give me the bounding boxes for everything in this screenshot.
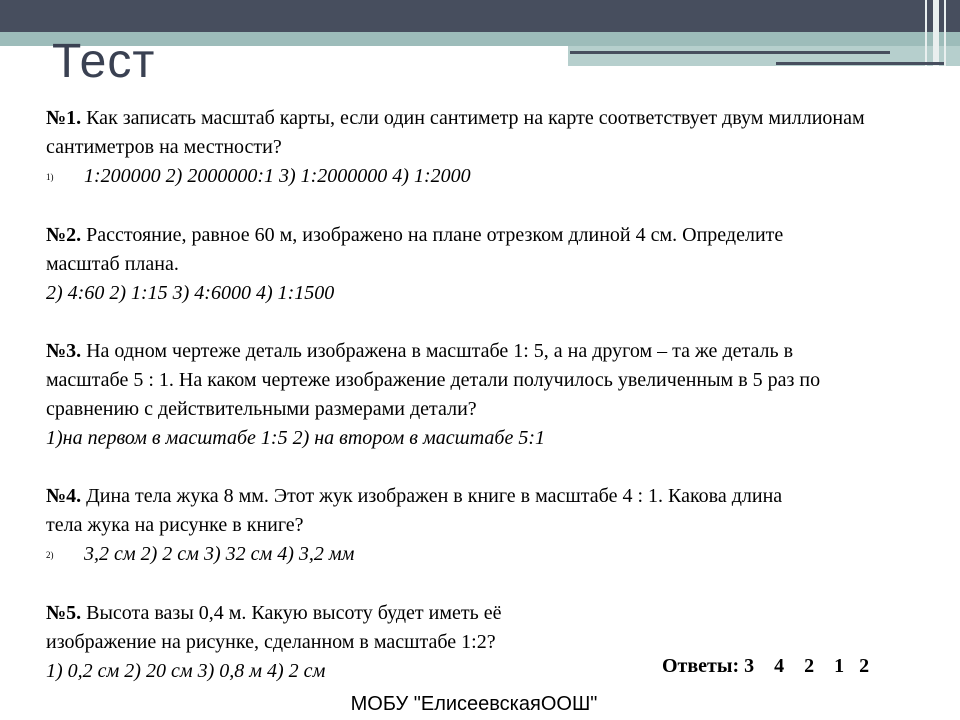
question-4 [46,482,806,570]
question-options [46,162,866,192]
list-marker: 2) [46,549,54,560]
question-number: №2. [46,223,82,246]
question-text: Высота вазы 0,4 м. Какую высоту будет иметь её изображение на рисунке, сделанном в масштабе 1:2? [46,601,502,653]
question-options: 2) 4:60 2) 1:15 3) 4:6000 4) 1:1500 [46,281,335,304]
header-divider-line [570,51,890,54]
answers-line: Ответы: 3 4 2 1 2 [662,655,870,677]
questions-list [46,104,866,715]
options-text: 3,2 см 2) 2 см 3) 32 см 4) 3,2 мм [84,542,355,565]
question-5 [46,599,606,686]
footer-school-name [0,690,960,718]
list-marker: 1) [46,171,54,182]
question-text: Как записать масштаб карты, если один сантиметр на карте соответствует двум миллионам сантиметров на местности? [46,107,865,158]
question-options: 1) 0,2 см 2) 20 см 3) 0,8 м 4) 2 см [46,659,326,682]
options-text: 1:200000 2) 2000000:1 3) 1:2000000 4) 1:2000 [84,165,471,187]
header-divider-line [776,62,944,65]
question-2 [46,221,836,308]
question-text: На одном чертеже деталь изображена в масштабе 1: 5, а на другом – та же деталь в масштабе 5 : 1. На каком чертеже изображение детали получилось увеличенным в 5 раз по сравнению с действительными размерами детали? [46,339,821,420]
question-options [46,540,806,570]
question-text: Расстояние, равное 60 м, изображено на плане отрезком длиной 4 см. Определите масштаб плана. [46,223,784,275]
question-number: №3. [46,339,82,362]
header-dark-bar [0,0,960,32]
header-stripe [933,0,939,66]
question-options: 1)на первом в масштабе 1:5 2) на втором в масштабе 5:1 [46,426,545,449]
question-1 [46,104,866,192]
question-3 [46,337,858,453]
slide-title: Тест [52,35,156,88]
question-number: №1. [46,107,82,129]
question-number: №4. [46,484,82,507]
header-stripe [944,0,946,66]
footer-text: МОБУ "ЕлисеевскаяООШ" [350,693,598,715]
question-text: Дина тела жука 8 мм. Этот жук изображен в книге в масштабе 4 : 1. Какова длина тела жука на рисунке в книге? [46,484,783,536]
question-number: №5. [46,601,82,624]
header-stripe [925,0,927,66]
